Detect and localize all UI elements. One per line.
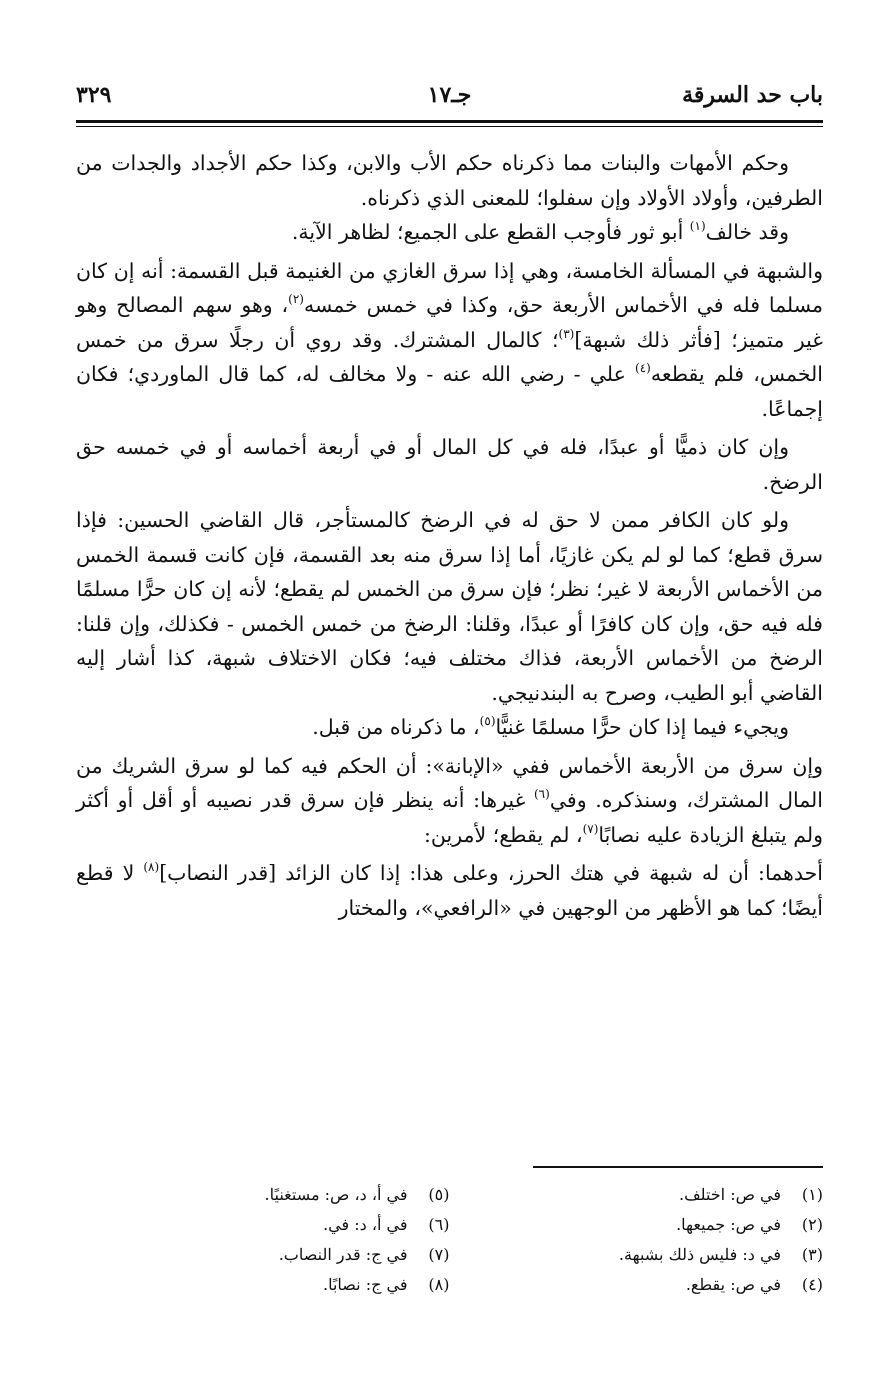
- footnote-column-right: [450, 1180, 824, 1300]
- footnotes: [76, 1180, 823, 1300]
- paragraph: ولو كان الكافر ممن لا حق له في الرضخ كالمستأجر، قال القاضي الحسين: فإذا سرق قطع؛ كما لو لم يكن غازيًا، أما إذا سرق منه بعد القسمة، فإن كانت قسمة الخمس من الأخماس الأربعة لا غير؛ نظر؛ فإن سرق من الخمس لم يقطع؛ لأنه إن كان حرًّا مسلمًا فله فيه حق، وإن كان كافرًا أو عبدًا، وقلنا: الرضخ من خمس الخمس - فكذلك، وإن قلنا: الرضخ من الأخماس الأربعة، فذاك مختلف فيه؛ فكان الاختلاف شبهة، كذا أشار إليه القاضي أبو الطيب، وصرح به البندنيجي.: [76, 508, 823, 705]
- footnote-ref: (١): [689, 219, 706, 233]
- header-rule: [76, 120, 823, 123]
- header-rule-thin: [76, 126, 823, 127]
- chapter-title: باب حد السرقة: [682, 82, 823, 108]
- paragraph: وإن سرق من الأربعة الأخماس ففي «الإبانة»: أن الحكم فيه كما لو سرق الشريك من المال المشترك، وسنذكره. وفي$^{(٦)}$ غيرها: أنه ينظر فإن سرق قدر نصيبه أو أقل أو أكثر ولم يتبلغ الزيادة عليه نصابًا$^{(٧)}$، لم يقطع؛ لأمرين:: [76, 753, 823, 847]
- footnote: (٣)في د: فليس ذلك بشبهة.: [618, 1245, 823, 1264]
- footnote-column-left: [76, 1180, 450, 1300]
- paragraph: والشبهة في المسألة الخامسة، وهي إذا سرق الغازي من الغنيمة قبل القسمة: أنه إن كان مسلما فله في الأخماس الأربعة حق، وكذا في خمس خمسه$^{(٢)}$، وهو سهم المصالح وهو غير متميز؛ [فأثر ذلك شبهة]$^{(٣)}$؛ كالمال المشترك. وقد روي أن رجلًا سرق من خمس الخمس، فلم يقطعه$^{(٤)}$ علي - رضي الله عنه - ولا مخالف له، كما قال الماوردي؛ فكان إجماعًا.: [76, 258, 823, 421]
- footnote-ref: (٨): [143, 860, 160, 874]
- volume-number: جـ١٧: [427, 82, 472, 108]
- footnote: (١)في ص: اختلف.: [679, 1185, 823, 1204]
- footnote: (٦)في أ، د: في.: [323, 1215, 450, 1234]
- footnote-ref: (٤): [635, 361, 651, 375]
- paragraph: وإن كان ذميًّا أو عبدًا، فله في كل المال أو في أربعة أخماسه أو في خمسه حق الرضخ.: [76, 435, 823, 494]
- paragraph: وقد خالف$^{(١)}$ أبو ثور فأوجب القطع على الجميع؛ لظاهر الآية.: [291, 219, 789, 244]
- paragraph: أحدهما: أن له شبهة في هتك الحرز، وعلى هذا: إذا كان الزائد [قدر النصاب]$^{(٨)}$ لا قطع أيضًا؛ كما هو الأظهر من الوجهين في «الرافعي»، والمختار: [76, 860, 823, 920]
- footnote: (٤)في ص: يقطع.: [685, 1275, 823, 1294]
- paragraph: وحكم الأمهات والبنات مما ذكرناه حكم الأب والابن، وكذا حكم الأجداد والجدات من الطرفين، وأولاد الأولاد وإن سفلوا؛ للمعنى الذي ذكرناه.: [76, 151, 823, 210]
- running-header: [76, 82, 823, 116]
- footnote: (٥)في أ، د، ص: مستغنيًا.: [264, 1185, 450, 1204]
- footnote-ref: (٣): [558, 326, 575, 341]
- main-text: [76, 146, 823, 925]
- footnote-ref: (٢): [288, 292, 304, 306]
- footnote-ref: (٦): [533, 787, 550, 801]
- footnote: (٢)في ص: جميعها.: [676, 1215, 823, 1234]
- page-number: ٣٢٩: [76, 82, 112, 108]
- footnote: (٨)في ج: نصابًا.: [323, 1275, 450, 1294]
- footnote-separator: [533, 1166, 823, 1168]
- footnote-ref: (٧): [582, 821, 599, 836]
- paragraph: ويجيء فيما إذا كان حرًّا مسلمًا غنيًّا$^{(٥)}$، ما ذكرناه من قبل.: [312, 714, 789, 739]
- footnote: (٧)في ج: قدر النصاب.: [278, 1245, 450, 1264]
- footnote-ref: (٥): [479, 714, 496, 728]
